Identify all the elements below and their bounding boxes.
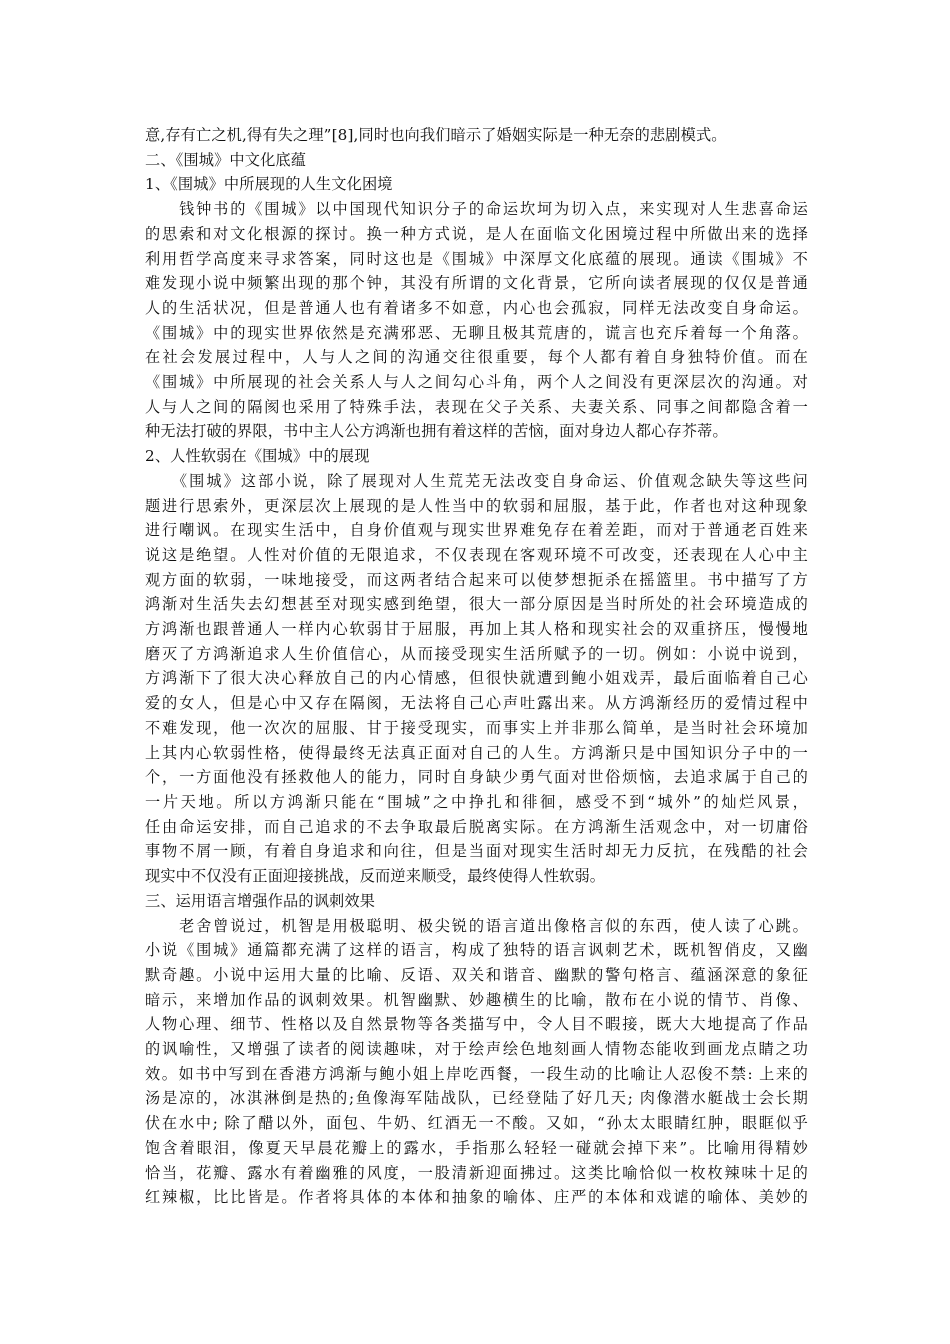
text-line: 人物心理、细节、性格以及自然景物等各类描写中，令人目不暇接，既大大地提高了作品 xyxy=(145,1015,808,1034)
text-line: 说这是绝望。人性对价值的无限追求，不仅表现在客观环境不可改变，还表现在人心中主 xyxy=(145,545,808,564)
text-line: 任由命运安排，而自己追求的不去争取最后脱离实际。在方鸿渐生活观念中，对一切庸俗 xyxy=(145,817,808,836)
text-line: 老舍曾说过，机智是用极聪明、极尖锐的语言道出像格言似的东西，使人读了心跳。 xyxy=(145,916,808,935)
text-line: 现实中不仅没有正面迎接挑战，反而逆来顺受，最终使得人性软弱。 xyxy=(145,867,606,886)
section-heading: 二、《围城》中文化底蕴 xyxy=(145,150,307,169)
text-line: 难发现小说中频繁出现的那个钟，其没有所谓的文化背景，它所向读者展现的仅仅是普通 xyxy=(145,274,808,293)
text-line: 的思索和对文化根源的探讨。换一种方式说，是人在面临文化困境过程中所做出来的选择 xyxy=(145,224,808,243)
text-line: 伏在水中; 除了醋以外，面包、牛奶、红酒无一不酸。又如，“孙太太眼睛红肿，眼眶似乎 xyxy=(145,1114,808,1133)
text-line: 一片天地。所以方鸿渐只能在“围城”之中挣扎和徘徊，感受不到“城外”的灿烂风景， xyxy=(145,792,808,811)
text-line: 观方面的软弱，一味地接受，而这两者结合起来可以使梦想扼杀在摇篮里。书中描写了方 xyxy=(145,570,808,589)
text-line: 钱钟书的《围城》以中国现代知识分子的命运坎坷为切入点，来实现对人生悲喜命运 xyxy=(145,200,808,219)
text-line: 上其内心软弱性格，使得最终无法真正面对自己的人生。方鸿渐只是中国知识分子中的一 xyxy=(145,743,808,762)
text-line: 进行嘲讽。在现实生活中，自身价值观与现实世界难免存在着差距，而对于普通老百姓来 xyxy=(145,521,808,540)
body-paragraph xyxy=(145,197,808,444)
text-line: 《围城》中的现实世界依然是充满邪恶、无聊且极其荒唐的，谎言也充斥着每一个角落。 xyxy=(145,323,808,342)
text-line: 饱含着眼泪，像夏天早晨花瓣上的露水，手指那么轻轻一碰就会掉下来”。比喻用得精妙 xyxy=(145,1138,808,1157)
text-line: 个，一方面他没有拯救他人的能力，同时自身缺少勇气面对世俗烦恼，去追求属于自己的 xyxy=(145,768,808,787)
subsection-heading: 1、《围城》中所展现的人生文化困境 xyxy=(145,175,393,194)
text-line: 小说《围城》通篇都充满了这样的语言，构成了独特的语言讽刺艺术，既机智俏皮，又幽 xyxy=(145,941,808,960)
text-line: 《围城》这部小说，除了展现对人生荒芜无法改变自身命运、价值观念缺失等这些问 xyxy=(145,471,808,490)
text-line: 意,存有亡之机,得有失之理”[8],同时也向我们暗示了婚姻实际是一种无奈的悲剧模式。 xyxy=(145,126,727,144)
text-line: 鸿渐对生活失去幻想甚至对现实感到绝望，很大一部分原因是当时所处的社会环境造成的 xyxy=(145,595,808,614)
text-line: 人与人之间的隔阂也采用了特殊手法，表现在父子关系、夫妻关系、同事之间都隐含着一 xyxy=(145,397,808,416)
text-line: 爱的女人，但是心中又存在隔阂，无法将自己心声吐露出来。从方鸿渐经历的爱情过程中 xyxy=(145,694,808,713)
text-line: 方鸿渐下了很大决心释放自己的内心情感，但很快就遭到鲍小姐戏弄，最后面临着自己心 xyxy=(145,669,808,688)
text-line: 《围城》中所展现的社会关系人与人之间勾心斗角，两个人之间没有更深层次的沟通。对 xyxy=(145,373,808,392)
text-line: 红辣椒，比比皆是。作者将具体的本体和抽象的喻体、庄严的本体和戏谑的喻体、美妙的 xyxy=(145,1188,808,1207)
document-page xyxy=(145,123,808,1210)
text-line: 汤是凉的，冰淇淋倒是热的;鱼像海军陆战队，已经登陆了好几天; 肉像潜水艇战士会长期 xyxy=(145,1089,808,1108)
text-line: 磨灭了方鸿渐追求人生价值信心，从而接受现实生活所赋予的一切。例如：小说中说到， xyxy=(145,644,808,663)
text-line: 人的生活状况，但是普通人也有着诸多不如意，内心也会孤寂，同样无法改变自身命运。 xyxy=(145,298,808,317)
text-line: 暗示，来增加作品的讽刺效果。机智幽默、妙趣横生的比喻，散布在小说的情节、肖像、 xyxy=(145,990,808,1009)
text-line: 种无法打破的界限，书中主人公方鸿渐也拥有着这样的苦恼，面对身边人都心存芥蒂。 xyxy=(145,422,728,441)
text-line: 恰当，花瓣、露水有着幽雅的风度，一股清新迎面拂过。这类比喻恰似一枚枚辣味十足的 xyxy=(145,1163,808,1182)
body-paragraph xyxy=(145,469,808,889)
text-line: 方鸿渐也跟普通人一样内心软弱甘于屈服，再加上其人格和现实社会的双重挤压，慢慢地 xyxy=(145,620,808,639)
text-line: 在社会发展过程中，人与人之间的沟通交往很重要，每个人都有着自身独特价值。而在 xyxy=(145,348,808,367)
continuation-paragraph xyxy=(145,123,808,148)
text-line: 题进行思索外，更深层次上展现的是人性当中的软弱和屈服，基于此，作者也对这种现象 xyxy=(145,496,808,515)
body-paragraph xyxy=(145,914,808,1210)
text-line: 不难发现，他一次次的屈服、甘于接受现实，而事实上并非那么简单，是当时社会环境加 xyxy=(145,718,808,737)
text-line: 默奇趣。小说中运用大量的比喻、反语、双关和谐音、幽默的警句格言、蕴涵深意的象征 xyxy=(145,965,808,984)
section-heading: 三、运用语言增强作品的讽刺效果 xyxy=(145,891,376,910)
subsection-heading: 2、人性软弱在《围城》中的展现 xyxy=(145,447,370,466)
text-line: 效。如书中写到在香港方鸿渐与鲍小姐上岸吃西餐，一段生动的比喻让人忍俊不禁: 上来的 xyxy=(145,1064,808,1083)
text-line: 利用哲学高度来寻求答案，同时这也是《围城》中深厚文化底蕴的展现。通读《围城》不 xyxy=(145,249,808,268)
text-line: 事物不屑一顾，有着自身追求和向往，但是当面对现实生活时却无力反抗，在残酷的社会 xyxy=(145,842,808,861)
text-line: 的讽喻性，又增强了读者的阅读趣味，对于绘声绘色地刻画人情物态能收到画龙点睛之功 xyxy=(145,1040,808,1059)
